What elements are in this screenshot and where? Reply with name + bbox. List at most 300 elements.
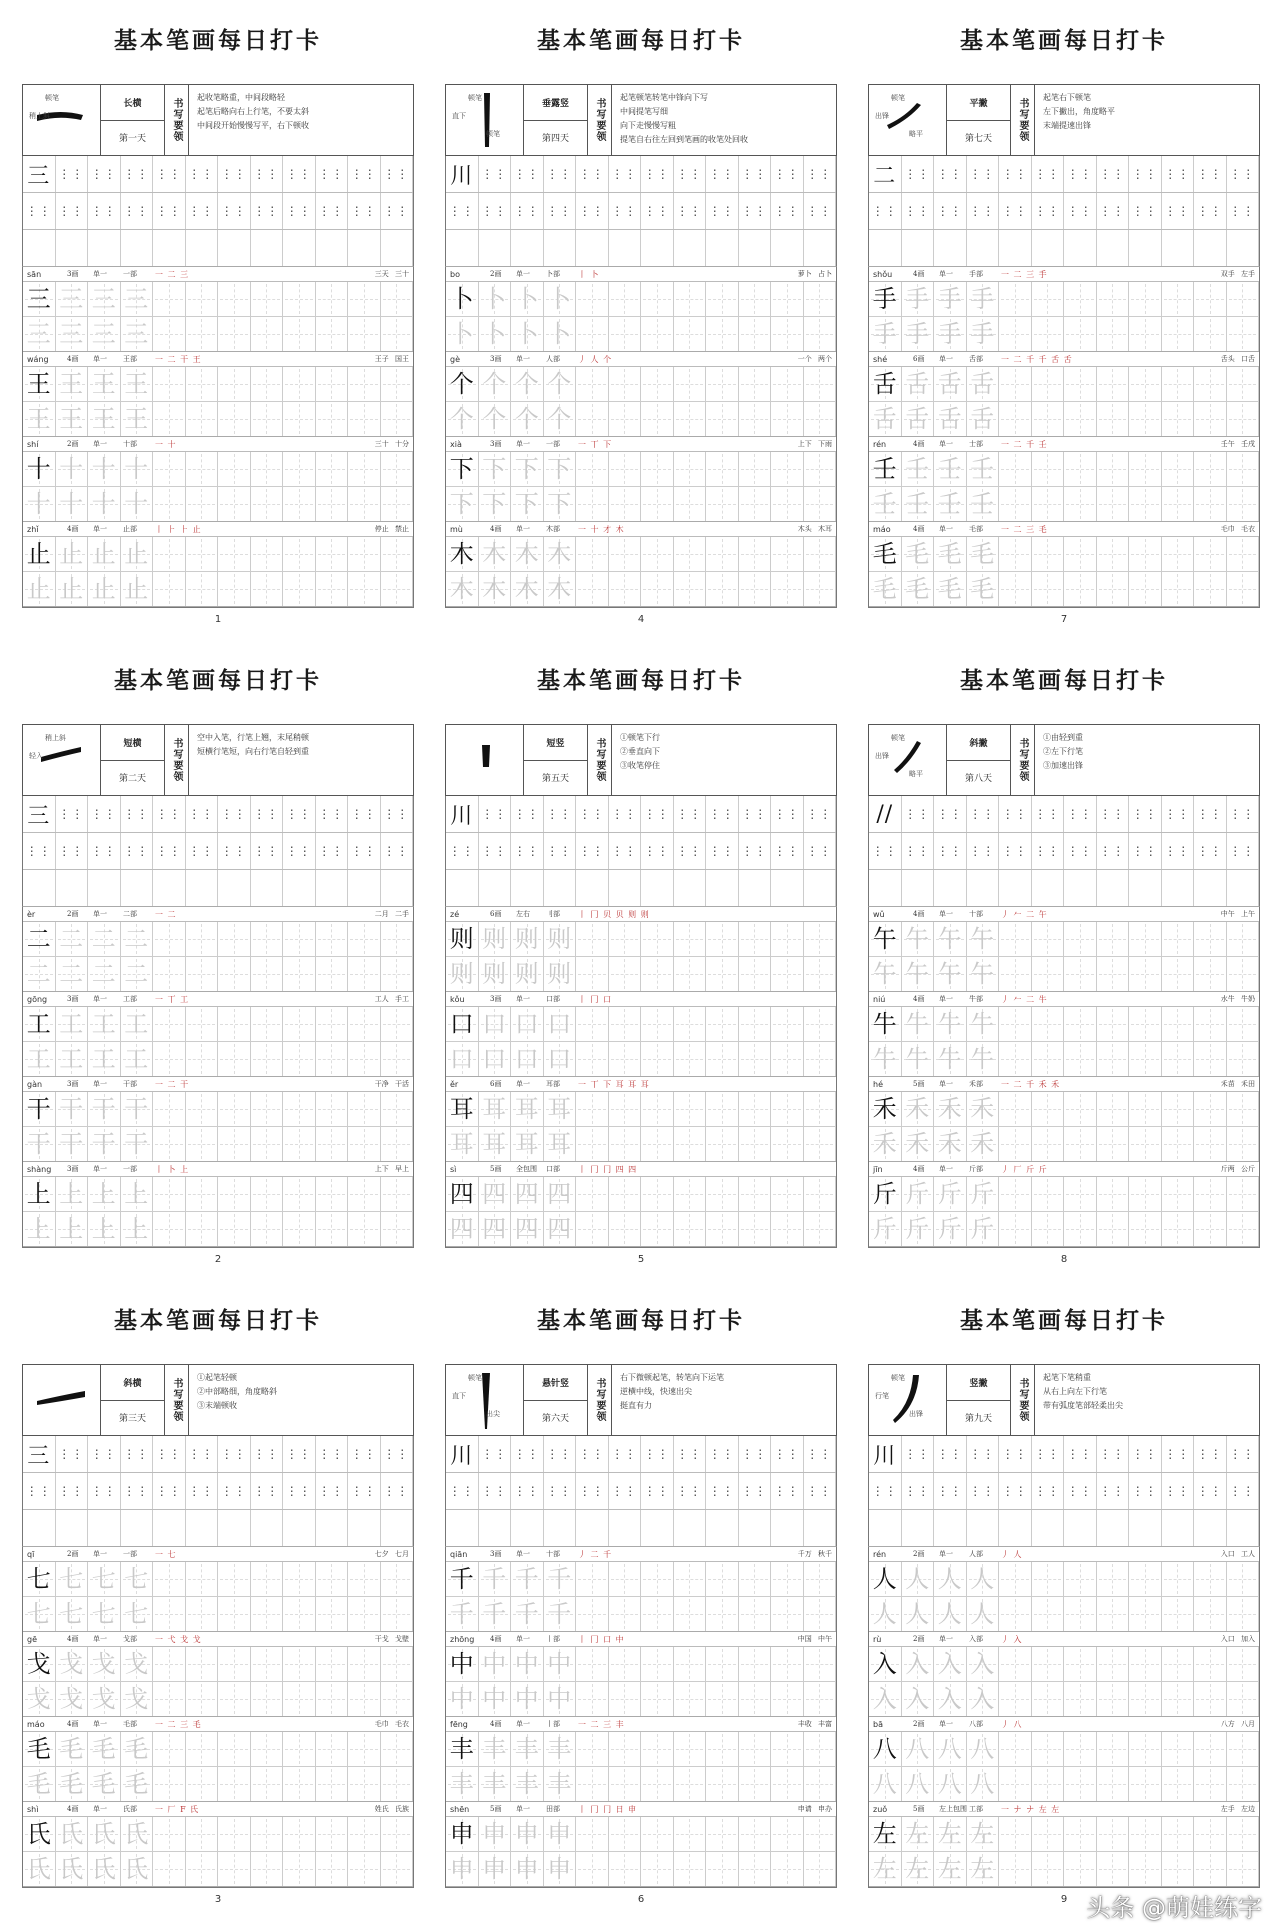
practice-cell[interactable] [1162, 1510, 1195, 1546]
practice-cell[interactable]: ⋮⋮ [902, 833, 935, 869]
blank-practice-cell[interactable] [348, 282, 381, 316]
blank-practice-cell[interactable] [1227, 1177, 1260, 1211]
blank-practice-cell[interactable] [706, 1597, 739, 1631]
blank-practice-cell[interactable] [771, 1817, 804, 1851]
blank-practice-cell[interactable] [348, 1212, 381, 1246]
practice-cell[interactable]: ⋮⋮ [706, 796, 739, 832]
blank-practice-cell[interactable] [674, 1127, 707, 1161]
trace-character-cell[interactable] [121, 487, 154, 521]
blank-practice-cell[interactable] [218, 487, 251, 521]
blank-practice-cell[interactable] [186, 402, 219, 436]
blank-practice-cell[interactable] [706, 1647, 739, 1681]
blank-practice-cell[interactable] [1097, 402, 1130, 436]
blank-practice-cell[interactable] [283, 957, 316, 991]
trace-character-cell[interactable] [934, 1127, 967, 1161]
practice-cell[interactable] [316, 870, 349, 906]
trace-character-cell[interactable] [56, 487, 89, 521]
practice-cell[interactable]: ⋮⋮ [153, 193, 186, 229]
blank-practice-cell[interactable] [739, 1767, 772, 1801]
trace-character-cell[interactable] [869, 317, 902, 351]
practice-cell[interactable] [23, 1510, 56, 1546]
blank-practice-cell[interactable] [381, 1767, 414, 1801]
blank-practice-cell[interactable] [1129, 1042, 1162, 1076]
blank-practice-cell[interactable] [576, 537, 609, 571]
blank-practice-cell[interactable] [381, 1212, 414, 1246]
blank-practice-cell[interactable] [739, 1562, 772, 1596]
blank-practice-cell[interactable] [1032, 1597, 1065, 1631]
practice-cell[interactable]: ⋮⋮ [121, 1436, 154, 1472]
blank-practice-cell[interactable] [674, 1732, 707, 1766]
blank-practice-cell[interactable] [1032, 1682, 1065, 1716]
blank-practice-cell[interactable] [348, 317, 381, 351]
blank-practice-cell[interactable] [316, 1597, 349, 1631]
blank-practice-cell[interactable] [1129, 452, 1162, 486]
trace-character-cell[interactable] [967, 1732, 1000, 1766]
blank-practice-cell[interactable] [1129, 402, 1162, 436]
trace-character-cell[interactable] [967, 402, 1000, 436]
trace-character-cell[interactable] [121, 1177, 154, 1211]
blank-practice-cell[interactable] [186, 317, 219, 351]
blank-practice-cell[interactable] [153, 1597, 186, 1631]
blank-practice-cell[interactable] [706, 1562, 739, 1596]
practice-cell[interactable]: ⋮⋮ [902, 1436, 935, 1472]
blank-practice-cell[interactable] [348, 1817, 381, 1851]
practice-cell[interactable]: ⋮⋮ [218, 1473, 251, 1509]
practice-cell[interactable] [381, 230, 414, 266]
blank-practice-cell[interactable] [1129, 1127, 1162, 1161]
trace-character-cell[interactable] [479, 282, 512, 316]
blank-practice-cell[interactable] [1129, 1092, 1162, 1126]
trace-character-cell[interactable] [56, 402, 89, 436]
trace-character-cell[interactable] [934, 922, 967, 956]
blank-practice-cell[interactable] [1227, 317, 1260, 351]
trace-character-cell[interactable] [869, 487, 902, 521]
practice-cell[interactable] [934, 1510, 967, 1546]
blank-practice-cell[interactable] [1097, 1647, 1130, 1681]
blank-practice-cell[interactable] [186, 1092, 219, 1126]
blank-practice-cell[interactable] [381, 317, 414, 351]
practice-cell[interactable]: ⋮⋮ [1097, 833, 1130, 869]
blank-practice-cell[interactable] [251, 1852, 284, 1886]
trace-character-cell[interactable] [902, 1852, 935, 1886]
practice-cell[interactable]: ⋮⋮ [706, 193, 739, 229]
blank-practice-cell[interactable] [739, 1732, 772, 1766]
blank-practice-cell[interactable] [641, 957, 674, 991]
blank-practice-cell[interactable] [1064, 1177, 1097, 1211]
practice-cell[interactable]: ⋮⋮ [1097, 1473, 1130, 1509]
practice-cell[interactable] [316, 1510, 349, 1546]
blank-practice-cell[interactable] [1064, 922, 1097, 956]
blank-practice-cell[interactable] [739, 572, 772, 606]
trace-character-cell[interactable] [121, 1647, 154, 1681]
blank-practice-cell[interactable] [381, 1732, 414, 1766]
blank-practice-cell[interactable] [1129, 1852, 1162, 1886]
blank-practice-cell[interactable] [316, 317, 349, 351]
blank-practice-cell[interactable] [771, 1682, 804, 1716]
blank-practice-cell[interactable] [609, 1597, 642, 1631]
blank-practice-cell[interactable] [1064, 1042, 1097, 1076]
practice-cell[interactable]: ⋮⋮ [446, 193, 479, 229]
trace-character-cell[interactable] [967, 1042, 1000, 1076]
practice-cell[interactable] [88, 230, 121, 266]
trace-character-cell[interactable] [869, 572, 902, 606]
trace-character-cell[interactable] [511, 1767, 544, 1801]
practice-cell[interactable]: ⋮⋮ [251, 156, 284, 192]
trace-character-cell[interactable] [544, 1852, 577, 1886]
blank-practice-cell[interactable] [1032, 957, 1065, 991]
blank-practice-cell[interactable] [153, 487, 186, 521]
blank-practice-cell[interactable] [999, 487, 1032, 521]
blank-practice-cell[interactable] [1129, 1732, 1162, 1766]
blank-practice-cell[interactable] [153, 402, 186, 436]
practice-cell[interactable] [1064, 870, 1097, 906]
blank-practice-cell[interactable] [186, 537, 219, 571]
blank-practice-cell[interactable] [641, 1042, 674, 1076]
practice-cell[interactable]: ⋮⋮ [1194, 156, 1227, 192]
practice-cell[interactable] [251, 1510, 284, 1546]
trace-character-cell[interactable] [121, 317, 154, 351]
blank-practice-cell[interactable] [706, 402, 739, 436]
practice-cell[interactable]: ⋮⋮ [479, 1436, 512, 1472]
blank-practice-cell[interactable] [218, 1042, 251, 1076]
practice-cell[interactable]: ⋮⋮ [218, 193, 251, 229]
blank-practice-cell[interactable] [804, 282, 837, 316]
blank-practice-cell[interactable] [1097, 1732, 1130, 1766]
blank-practice-cell[interactable] [804, 572, 837, 606]
trace-character-cell[interactable] [121, 1042, 154, 1076]
practice-cell[interactable] [576, 1510, 609, 1546]
blank-practice-cell[interactable] [804, 317, 837, 351]
practice-cell[interactable] [1064, 1510, 1097, 1546]
practice-cell[interactable] [804, 230, 837, 266]
blank-practice-cell[interactable] [641, 452, 674, 486]
blank-practice-cell[interactable] [804, 487, 837, 521]
practice-cell[interactable]: ⋮⋮ [999, 1436, 1032, 1472]
practice-cell[interactable]: ⋮⋮ [283, 193, 316, 229]
trace-character-cell[interactable] [967, 1597, 1000, 1631]
blank-practice-cell[interactable] [706, 922, 739, 956]
blank-practice-cell[interactable] [641, 317, 674, 351]
trace-character-cell[interactable] [934, 572, 967, 606]
blank-practice-cell[interactable] [804, 1817, 837, 1851]
blank-practice-cell[interactable] [1162, 487, 1195, 521]
blank-practice-cell[interactable] [1097, 452, 1130, 486]
trace-character-cell[interactable] [121, 282, 154, 316]
blank-practice-cell[interactable] [804, 1767, 837, 1801]
trace-character-cell[interactable] [934, 537, 967, 571]
blank-practice-cell[interactable] [251, 922, 284, 956]
blank-practice-cell[interactable] [1162, 1647, 1195, 1681]
blank-practice-cell[interactable] [316, 1732, 349, 1766]
trace-character-cell[interactable] [88, 1092, 121, 1126]
trace-character-cell[interactable] [446, 317, 479, 351]
practice-cell[interactable]: ⋮⋮ [1129, 833, 1162, 869]
practice-cell[interactable]: ⋮⋮ [674, 1473, 707, 1509]
blank-practice-cell[interactable] [609, 487, 642, 521]
trace-character-cell[interactable] [902, 1647, 935, 1681]
blank-practice-cell[interactable] [706, 1007, 739, 1041]
practice-cell[interactable]: ⋮⋮ [121, 833, 154, 869]
blank-practice-cell[interactable] [576, 1177, 609, 1211]
practice-cell[interactable] [218, 1510, 251, 1546]
practice-cell[interactable]: ⋮⋮ [1227, 796, 1260, 832]
practice-cell[interactable]: ⋮⋮ [511, 833, 544, 869]
blank-practice-cell[interactable] [999, 282, 1032, 316]
practice-cell[interactable] [967, 1510, 1000, 1546]
blank-practice-cell[interactable] [1032, 367, 1065, 401]
blank-practice-cell[interactable] [804, 1597, 837, 1631]
blank-practice-cell[interactable] [348, 487, 381, 521]
blank-practice-cell[interactable] [348, 572, 381, 606]
trace-character-cell[interactable] [934, 1092, 967, 1126]
practice-cell[interactable]: ⋮⋮ [56, 156, 89, 192]
practice-cell[interactable] [1129, 1510, 1162, 1546]
blank-practice-cell[interactable] [218, 1127, 251, 1161]
blank-practice-cell[interactable] [251, 1597, 284, 1631]
blank-practice-cell[interactable] [1227, 1682, 1260, 1716]
practice-cell[interactable]: ⋮⋮ [902, 796, 935, 832]
practice-cell[interactable]: ⋮⋮ [88, 1473, 121, 1509]
blank-practice-cell[interactable] [218, 922, 251, 956]
practice-cell[interactable] [771, 1510, 804, 1546]
practice-cell[interactable]: ⋮⋮ [999, 193, 1032, 229]
trace-character-cell[interactable] [934, 452, 967, 486]
blank-practice-cell[interactable] [739, 1817, 772, 1851]
trace-character-cell[interactable] [967, 1767, 1000, 1801]
trace-character-cell[interactable] [121, 1852, 154, 1886]
blank-practice-cell[interactable] [251, 452, 284, 486]
blank-practice-cell[interactable] [283, 1212, 316, 1246]
practice-cell[interactable] [1227, 1510, 1260, 1546]
blank-practice-cell[interactable] [316, 572, 349, 606]
blank-practice-cell[interactable] [316, 367, 349, 401]
blank-practice-cell[interactable] [674, 537, 707, 571]
blank-practice-cell[interactable] [1162, 1817, 1195, 1851]
trace-character-cell[interactable] [544, 1767, 577, 1801]
blank-practice-cell[interactable] [1194, 282, 1227, 316]
trace-character-cell[interactable] [88, 1562, 121, 1596]
trace-character-cell[interactable] [88, 1732, 121, 1766]
blank-practice-cell[interactable] [999, 957, 1032, 991]
trace-character-cell[interactable] [56, 1212, 89, 1246]
trace-character-cell[interactable] [902, 1042, 935, 1076]
practice-cell[interactable]: ⋮⋮ [999, 1473, 1032, 1509]
blank-practice-cell[interactable] [641, 537, 674, 571]
blank-practice-cell[interactable] [283, 282, 316, 316]
blank-practice-cell[interactable] [1064, 487, 1097, 521]
trace-character-cell[interactable] [121, 1597, 154, 1631]
blank-practice-cell[interactable] [316, 922, 349, 956]
blank-practice-cell[interactable] [609, 317, 642, 351]
blank-practice-cell[interactable] [283, 1092, 316, 1126]
blank-practice-cell[interactable] [251, 1647, 284, 1681]
trace-character-cell[interactable] [121, 1212, 154, 1246]
trace-character-cell[interactable] [479, 402, 512, 436]
blank-practice-cell[interactable] [739, 452, 772, 486]
blank-practice-cell[interactable] [186, 1042, 219, 1076]
practice-cell[interactable]: ⋮⋮ [56, 1473, 89, 1509]
trace-character-cell[interactable] [544, 1732, 577, 1766]
trace-character-cell[interactable] [967, 922, 1000, 956]
blank-practice-cell[interactable] [1032, 1007, 1065, 1041]
practice-cell[interactable]: ⋮⋮ [186, 193, 219, 229]
practice-cell[interactable] [804, 870, 837, 906]
trace-character-cell[interactable] [121, 1817, 154, 1851]
blank-practice-cell[interactable] [1162, 402, 1195, 436]
practice-cell[interactable]: ⋮⋮ [1162, 796, 1195, 832]
blank-practice-cell[interactable] [641, 1852, 674, 1886]
blank-practice-cell[interactable] [609, 922, 642, 956]
blank-practice-cell[interactable] [1129, 1597, 1162, 1631]
blank-practice-cell[interactable] [1032, 1767, 1065, 1801]
trace-character-cell[interactable] [56, 572, 89, 606]
practice-cell[interactable]: ⋮⋮ [479, 156, 512, 192]
trace-character-cell[interactable] [479, 1127, 512, 1161]
trace-character-cell[interactable] [56, 1597, 89, 1631]
blank-practice-cell[interactable] [771, 1767, 804, 1801]
blank-practice-cell[interactable] [641, 402, 674, 436]
blank-practice-cell[interactable] [316, 537, 349, 571]
trace-character-cell[interactable] [511, 367, 544, 401]
trace-character-cell[interactable] [56, 1647, 89, 1681]
practice-cell[interactable]: ⋮⋮ [316, 156, 349, 192]
blank-practice-cell[interactable] [153, 957, 186, 991]
practice-cell[interactable]: ⋮⋮ [804, 156, 837, 192]
blank-practice-cell[interactable] [348, 957, 381, 991]
practice-cell[interactable]: ⋮⋮ [251, 796, 284, 832]
practice-cell[interactable] [706, 870, 739, 906]
blank-practice-cell[interactable] [706, 572, 739, 606]
trace-character-cell[interactable] [56, 1007, 89, 1041]
practice-cell[interactable]: ⋮⋮ [1129, 193, 1162, 229]
blank-practice-cell[interactable] [641, 487, 674, 521]
practice-cell[interactable]: ⋮⋮ [1162, 1436, 1195, 1472]
trace-character-cell[interactable] [934, 1767, 967, 1801]
blank-practice-cell[interactable] [1194, 1212, 1227, 1246]
trace-character-cell[interactable] [479, 1177, 512, 1211]
blank-practice-cell[interactable] [1032, 317, 1065, 351]
practice-cell[interactable]: ⋮⋮ [283, 796, 316, 832]
practice-cell[interactable] [1227, 870, 1260, 906]
practice-cell[interactable]: ⋮⋮ [902, 156, 935, 192]
blank-practice-cell[interactable] [1064, 957, 1097, 991]
practice-cell[interactable]: ⋮⋮ [544, 193, 577, 229]
trace-character-cell[interactable] [88, 957, 121, 991]
practice-cell[interactable] [804, 1510, 837, 1546]
practice-cell[interactable] [739, 1510, 772, 1546]
blank-practice-cell[interactable] [804, 1647, 837, 1681]
practice-cell[interactable]: ⋮⋮ [609, 1436, 642, 1472]
practice-cell[interactable] [902, 870, 935, 906]
blank-practice-cell[interactable] [153, 1732, 186, 1766]
practice-cell[interactable]: ⋮⋮ [186, 833, 219, 869]
blank-practice-cell[interactable] [218, 282, 251, 316]
trace-character-cell[interactable] [544, 1007, 577, 1041]
blank-practice-cell[interactable] [739, 1042, 772, 1076]
blank-practice-cell[interactable] [999, 402, 1032, 436]
blank-practice-cell[interactable] [283, 1597, 316, 1631]
blank-practice-cell[interactable] [674, 1177, 707, 1211]
practice-cell[interactable] [706, 230, 739, 266]
blank-practice-cell[interactable] [739, 957, 772, 991]
blank-practice-cell[interactable] [1162, 1682, 1195, 1716]
trace-character-cell[interactable] [967, 487, 1000, 521]
blank-practice-cell[interactable] [153, 922, 186, 956]
blank-practice-cell[interactable] [576, 572, 609, 606]
blank-practice-cell[interactable] [999, 1177, 1032, 1211]
blank-practice-cell[interactable] [576, 1852, 609, 1886]
blank-practice-cell[interactable] [1194, 1647, 1227, 1681]
blank-practice-cell[interactable] [1129, 487, 1162, 521]
blank-practice-cell[interactable] [251, 1092, 284, 1126]
blank-practice-cell[interactable] [1129, 317, 1162, 351]
practice-cell[interactable]: ⋮⋮ [609, 156, 642, 192]
blank-practice-cell[interactable] [609, 1852, 642, 1886]
blank-practice-cell[interactable] [739, 402, 772, 436]
blank-practice-cell[interactable] [771, 1042, 804, 1076]
blank-practice-cell[interactable] [739, 1007, 772, 1041]
blank-practice-cell[interactable] [348, 402, 381, 436]
practice-cell[interactable]: ⋮⋮ [674, 1436, 707, 1472]
practice-cell[interactable]: ⋮⋮ [804, 833, 837, 869]
blank-practice-cell[interactable] [186, 1647, 219, 1681]
blank-practice-cell[interactable] [381, 487, 414, 521]
practice-cell[interactable] [121, 1510, 154, 1546]
blank-practice-cell[interactable] [804, 367, 837, 401]
blank-practice-cell[interactable] [1227, 537, 1260, 571]
blank-practice-cell[interactable] [251, 1007, 284, 1041]
practice-cell[interactable] [641, 1510, 674, 1546]
blank-practice-cell[interactable] [316, 452, 349, 486]
practice-cell[interactable]: ⋮⋮ [1162, 193, 1195, 229]
blank-practice-cell[interactable] [381, 537, 414, 571]
blank-practice-cell[interactable] [1194, 1732, 1227, 1766]
trace-character-cell[interactable] [934, 1212, 967, 1246]
blank-practice-cell[interactable] [1097, 487, 1130, 521]
trace-character-cell[interactable] [544, 402, 577, 436]
blank-practice-cell[interactable] [348, 1177, 381, 1211]
blank-practice-cell[interactable] [1162, 1767, 1195, 1801]
practice-cell[interactable]: ⋮⋮ [771, 193, 804, 229]
trace-character-cell[interactable] [934, 1177, 967, 1211]
trace-character-cell[interactable] [902, 1732, 935, 1766]
blank-practice-cell[interactable] [348, 1127, 381, 1161]
blank-practice-cell[interactable] [674, 1562, 707, 1596]
blank-practice-cell[interactable] [316, 402, 349, 436]
blank-practice-cell[interactable] [609, 572, 642, 606]
blank-practice-cell[interactable] [153, 1127, 186, 1161]
trace-character-cell[interactable] [88, 1127, 121, 1161]
blank-practice-cell[interactable] [1032, 402, 1065, 436]
trace-character-cell[interactable] [511, 1007, 544, 1041]
practice-cell[interactable] [381, 1510, 414, 1546]
blank-practice-cell[interactable] [576, 487, 609, 521]
trace-character-cell[interactable] [934, 317, 967, 351]
trace-character-cell[interactable] [934, 282, 967, 316]
trace-character-cell[interactable] [479, 1852, 512, 1886]
trace-character-cell[interactable] [511, 537, 544, 571]
trace-character-cell[interactable] [479, 1817, 512, 1851]
blank-practice-cell[interactable] [674, 282, 707, 316]
practice-cell[interactable]: ⋮⋮ [641, 833, 674, 869]
blank-practice-cell[interactable] [641, 1732, 674, 1766]
practice-cell[interactable] [771, 230, 804, 266]
trace-character-cell[interactable] [121, 1682, 154, 1716]
blank-practice-cell[interactable] [999, 1767, 1032, 1801]
practice-cell[interactable]: ⋮⋮ [609, 1473, 642, 1509]
blank-practice-cell[interactable] [186, 282, 219, 316]
trace-character-cell[interactable] [967, 1007, 1000, 1041]
